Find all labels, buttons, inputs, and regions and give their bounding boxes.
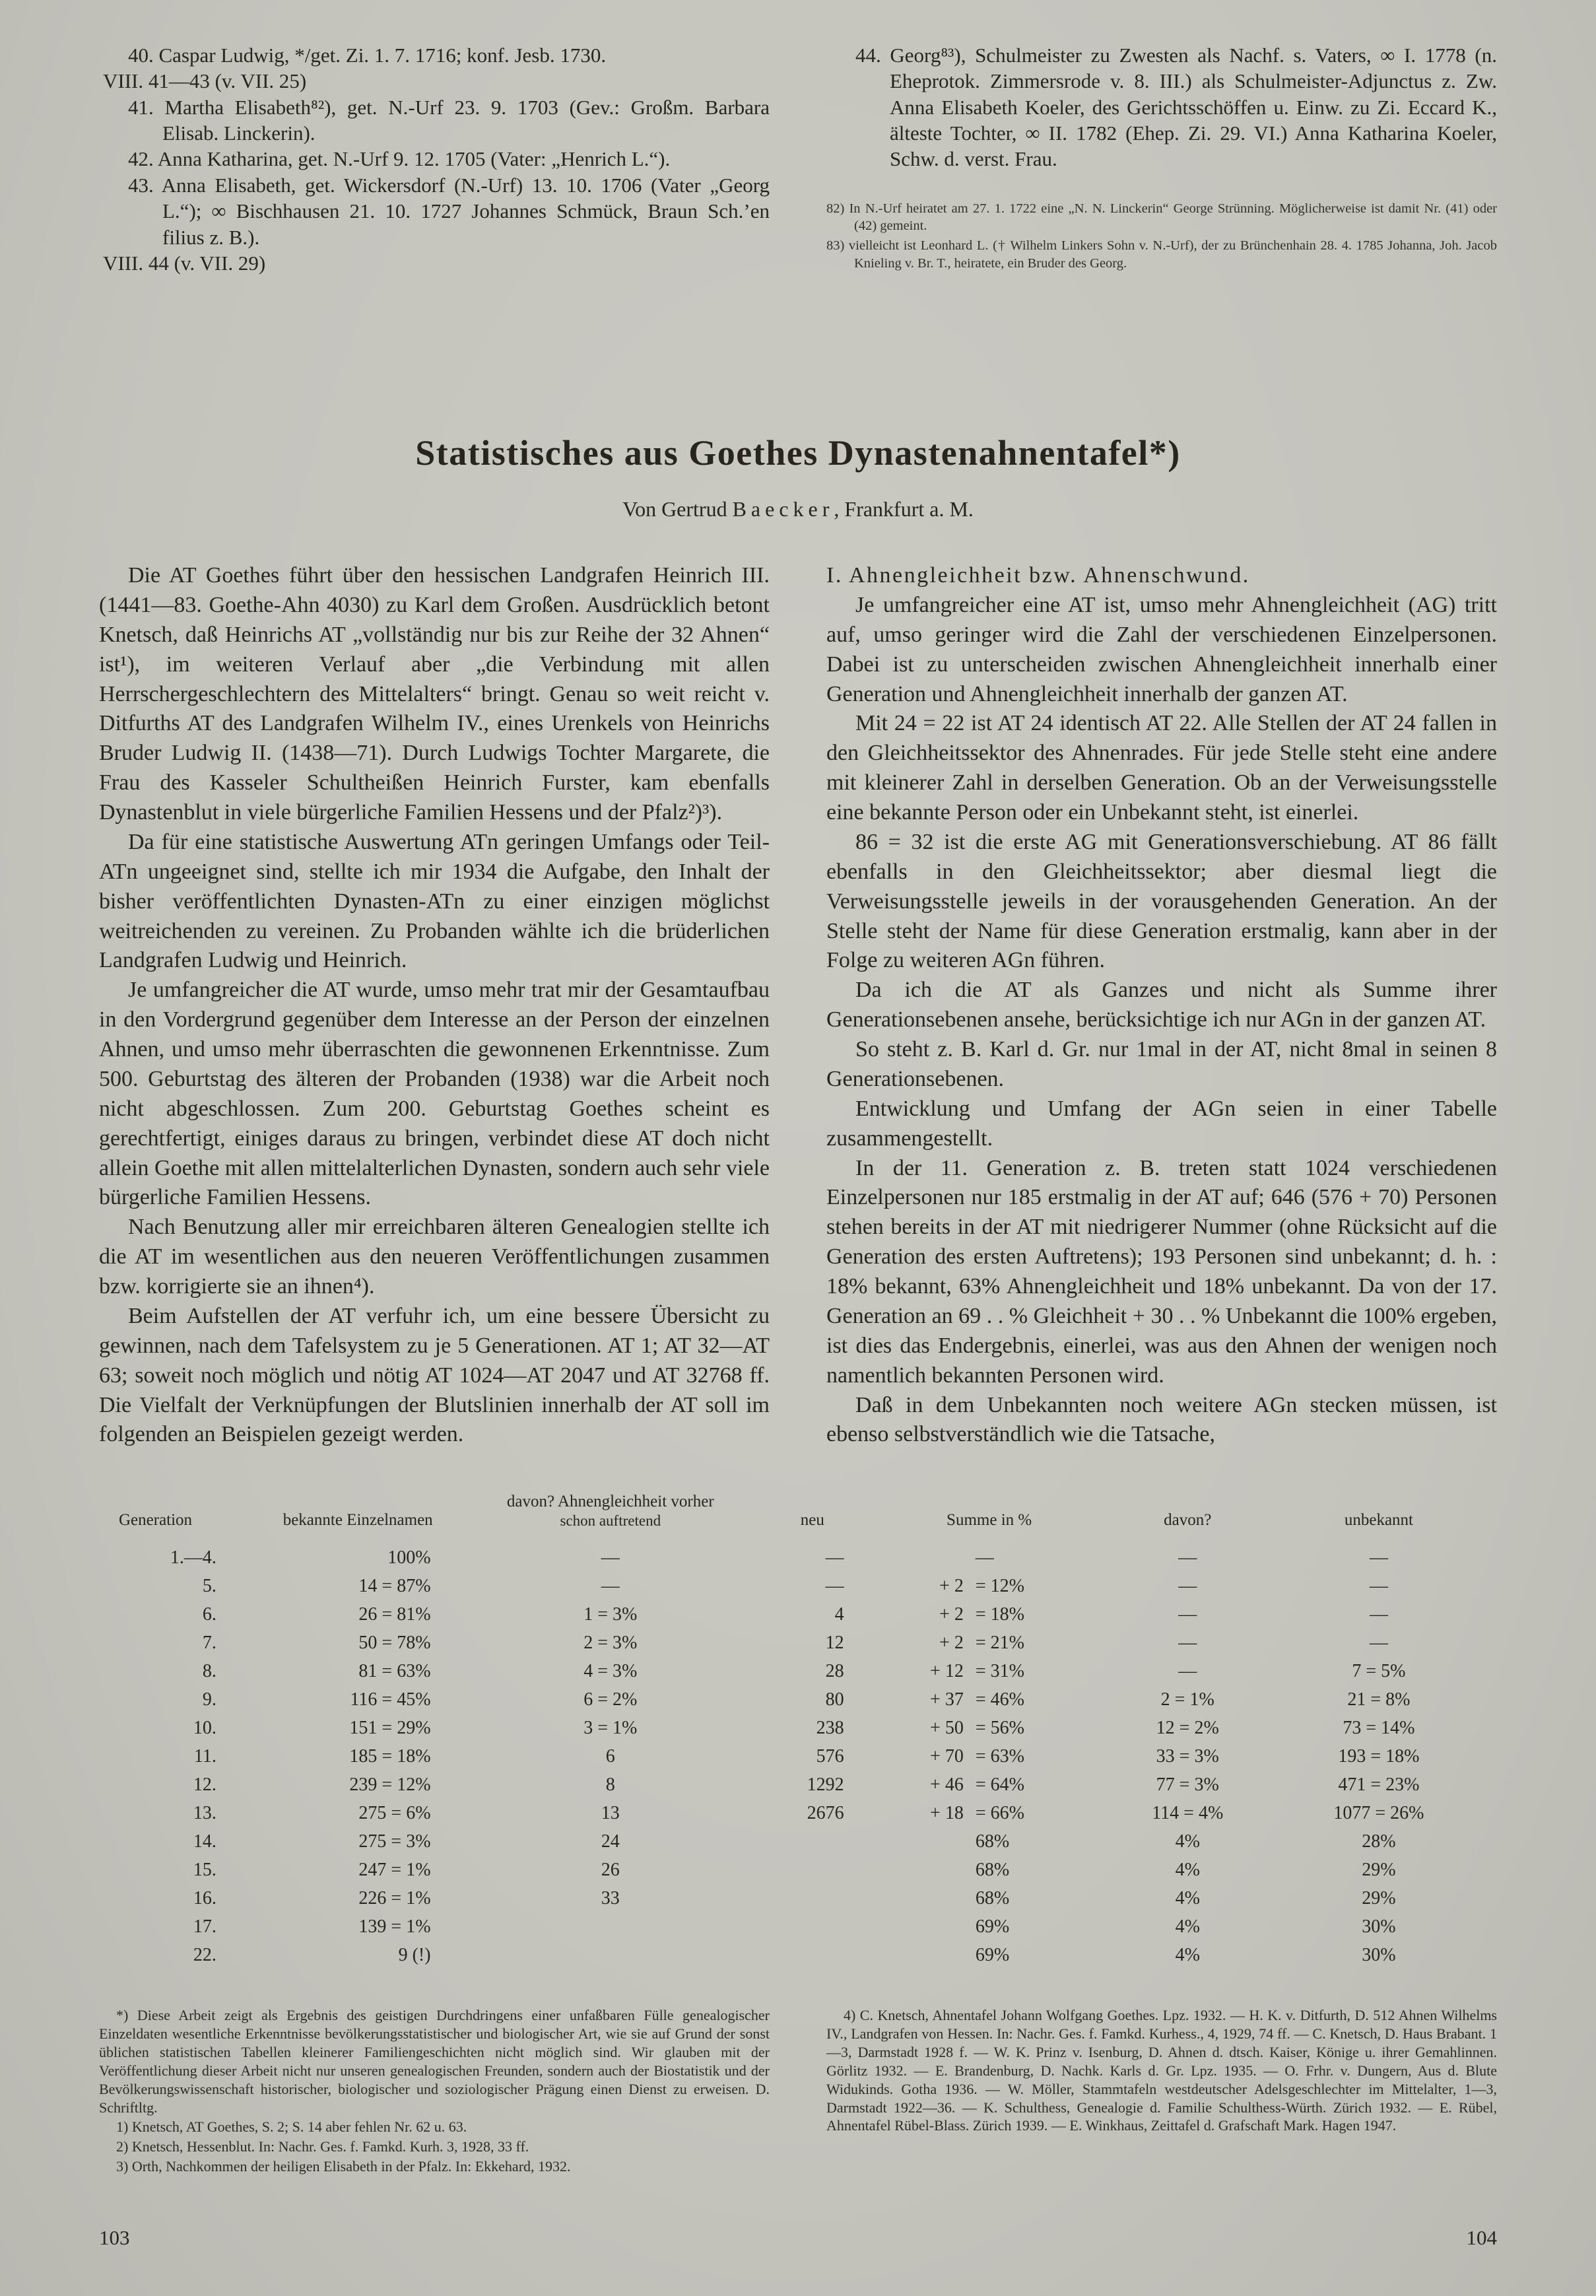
- table-cell: = 46%: [975, 1689, 1024, 1710]
- table-cell: 8: [605, 1774, 615, 1795]
- table-cell: + 37: [930, 1689, 964, 1710]
- table-row: [116, 1742, 1480, 1771]
- table-row: [116, 1941, 1480, 1969]
- table-cell: 139 = 1%: [358, 1916, 431, 1937]
- genealogy-entry: VIII. 41—43 (v. VII. 25): [103, 69, 307, 93]
- footnote: 2) Knetsch, Hessenblut. In: Nachr. Ges. f. Famkd. Kurh. 3, 1928, 33 ff.: [116, 2138, 529, 2155]
- table-cell: 238: [816, 1717, 844, 1738]
- body-paragraph: Da ich die AT als Ganzes und nicht als Summe ihrer Generationsebenen ansehe, berücksichtige ich nur AGn in der ganzen AT.: [826, 978, 1497, 1032]
- table-cell: —: [1369, 1575, 1388, 1596]
- table-cell: 576: [816, 1745, 844, 1767]
- table-cell: —: [1178, 1575, 1197, 1596]
- body-paragraph: So steht z. B. Karl d. Gr. nur 1mal in der AT, nicht 8mal in seinen 8 Generationsebenen.: [826, 1037, 1497, 1091]
- table-row: [116, 1572, 1480, 1600]
- table-cell: 100%: [387, 1547, 431, 1568]
- footnote: 1) Knetsch, AT Goethes, S. 2; S. 14 aber fehlen Nr. 62 u. 63.: [116, 2118, 467, 2136]
- table-row: [116, 1827, 1480, 1856]
- table-cell: 33: [601, 1887, 620, 1908]
- body-paragraph: Je umfangreicher die AT wurde, umso mehr trat mir der Gesamtaufbau in den Vordergrund gegenüber dem Interesse an der Person der einzelnen Ahnen, und umso mehr überraschten die gewonnenen Erkenntnisse. Zum 500. Geburtstag des älteren der Probanden (1938) war die Arbeit noch nicht abgeschlossen. Zum 200. Geburtstag Goethes scheint es gerechtfertigt, einiges daraus zu bringen, verbindet diese AT doch nicht allein Goethe mit allen mittelalterlichen Dynasten, sondern auch sehr viele bürgerliche Familien Hessens.: [99, 978, 770, 1210]
- table-cell: 12 = 2%: [1156, 1717, 1219, 1738]
- footnote: 4) C. Knetsch, Ahnentafel Johann Wolfgang Goethes. Lpz. 1932. — H. K. v. Ditfurth, D. 512 Ahnen Wilhelms IV., Landgrafen von Hessen. In: Nachr. Ges. f. Famkd. Kurhess., 4, 1929, 74 ff. — C. Knetsch, D. Haus Brabant. 1—3, Darmstadt 1928 f. — W. K. Prinz v. Isenburg, D. Ahnen d. dtsch. Kaiser, Könige u. ihrer Gemahlinnen. Görlitz 1932. — E. Brandenburg, D. Nachk. Karls d. Gr. Lpz. 1935. — O. Frhr. v. Dungern, Aus d. Blute Widukinds. Gotha 1936. — W. Möller, Stammtafeln westdeutscher Adelsgeschlechter im Mittelalter, 1—3, Darmstadt 1922—36. — K. Schulthess, Genealogie d. Familie Schulthess-Würth. Zürich 1932. — E. Rübel, Ahnentafel Rübel-Blass. Zürich 1939. — E. Winkhaus, Zeittafel d. Grafschaft Mark. Hagen 1947.: [826, 2006, 1497, 2134]
- body-paragraph: Daß in dem Unbekannten noch weitere AGn stecken müssen, ist ebenso selbstverständlich wie die Tatsache,: [826, 1392, 1497, 1447]
- table-cell: 12: [825, 1632, 844, 1653]
- footnotes-section: [99, 2006, 1497, 2177]
- table-cell: 5.: [202, 1575, 216, 1596]
- table-cell: [881, 1884, 968, 1912]
- genealogy-entry: 41. Martha Elisabeth⁸²), get. N.-Urf 23. 9. 1703 (Gev.: Großm. Barbara Elisab. Linckerin).: [128, 95, 770, 145]
- table-cell: 69%: [975, 1944, 1010, 1965]
- table-cell: 2676: [807, 1802, 844, 1823]
- table-cell: 68%: [975, 1831, 1010, 1852]
- table-row: [116, 1884, 1480, 1912]
- table-cell: 68%: [975, 1887, 1010, 1908]
- table-cell: 239 = 12%: [349, 1774, 431, 1795]
- table-row: [116, 1600, 1480, 1629]
- table-cell: 151 = 29%: [349, 1717, 431, 1738]
- table-cell: 114 = 4%: [1152, 1802, 1224, 1823]
- body-paragraph: Je umfangreicher eine AT ist, umso mehr Ahnengleichheit (AG) tritt auf, umso geringer wird die Zahl der verschiedenen Einzelpersonen. Dabei ist zu unterscheiden zwischen Ahnengleichheit innerhalb einer Generation und Ahnengleichheit innerhalb der ganzen AT.: [826, 592, 1497, 706]
- table-cell: 14.: [193, 1831, 216, 1852]
- article-title: Statistisches aus Goethes Dynastenahnentafel*): [415, 433, 1181, 473]
- table-cell: [881, 1912, 968, 1941]
- table-cell: 73 = 14%: [1343, 1717, 1415, 1738]
- table-cell: + 2: [939, 1632, 964, 1653]
- table-cell: 29%: [1362, 1887, 1396, 1908]
- table-cell: + 50: [930, 1717, 964, 1738]
- table-cell: —: [601, 1575, 620, 1596]
- table-cell: —: [825, 1575, 844, 1596]
- table-cell: [744, 1941, 881, 1969]
- prelude-footnote: 83) vielleicht ist Leonhard L. († Wilhelm Linkers Sohn v. N.-Urf), der zu Brünchenhain 28. 4. 1785 Johanna, Joh. Jacob Knieling v. Br. T., heiratete, ein Bruder des Georg.: [826, 238, 1497, 271]
- table-cell: 10.: [193, 1717, 216, 1738]
- table-cell: 68%: [975, 1859, 1010, 1880]
- body-column-left: [99, 561, 770, 1450]
- table-cell: = 63%: [975, 1745, 1024, 1767]
- table-cell: = 56%: [975, 1717, 1024, 1738]
- table-cell: 33 = 3%: [1156, 1745, 1219, 1767]
- body-paragraph: Die AT Goethes führt über den hessischen Landgrafen Heinrich III. (1441—83. Goethe-Ahn 4030) zu Karl dem Großen. Ausdrücklich betont Knetsch, daß Heinrichs AT „vollständig nur bis zur Reihe der 32 Ahnen“ ist¹), im weiteren Verlauf aber „die Verbindung mit allen Herrschergeschlechtern des Mittelalters“ bringt. Genau so weit reicht v. Ditfurths AT des Landgrafen Wilhelm IV., eines Urenkels von Heinrichs Bruder Ludwig II. (1438—71). Durch Ludwigs Tochter Margarete, die Frau des Kasseler Schultheißen Heinrich Furster, kam ebenfalls Dynastenblut in viele bürgerliche Familien Hessens und der Pfalz²)³).: [99, 563, 770, 825]
- table-cell: 26 = 81%: [358, 1604, 431, 1625]
- table-cell: 1077 = 26%: [1333, 1802, 1424, 1823]
- prelude-footnote: 82) In N.-Urf heiratet am 27. 1. 1722 eine „N. N. Linckerin“ George Strünning. Möglicherweise ist damit Nr. (41) oder (42) gemeint.: [826, 201, 1497, 234]
- table-row: [116, 1912, 1480, 1941]
- stat-table-body: [116, 1543, 1480, 1969]
- table-cell: 28: [825, 1660, 844, 1681]
- table-cell: 7.: [202, 1632, 216, 1653]
- table-cell: 13.: [193, 1802, 216, 1823]
- footnote: 3) Orth, Nachkommen der heiligen Elisabeth in der Pfalz. In: Ekkehard, 1932.: [116, 2158, 571, 2175]
- table-cell: 247 = 1%: [358, 1859, 431, 1880]
- table-cell: 69%: [975, 1916, 1010, 1937]
- table-row: [116, 1799, 1480, 1827]
- table-cell: 275 = 3%: [358, 1831, 431, 1852]
- table-header-row: [116, 1492, 1480, 1543]
- table-cell: [881, 1827, 968, 1856]
- table-cell: 15.: [193, 1859, 216, 1880]
- prelude-footnotes: [826, 200, 1497, 273]
- table-cell: + 12: [930, 1660, 964, 1681]
- table-cell: 50 = 78%: [358, 1632, 431, 1653]
- table-cell: 193 = 18%: [1338, 1745, 1420, 1767]
- body-paragraph: Mit 24 = 22 ist AT 24 identisch AT 22. Alle Stellen der AT 24 fallen in den Gleichheitssektor des Ahnenrades. Für jede Stelle steht eine andere mit kleinerer Zahl in derselben Generation. Ob an der Verweisungsstelle eine bekannte Person oder ein Unbekannt steht, ist einerlei.: [826, 711, 1497, 825]
- table-cell: 22.: [193, 1944, 216, 1965]
- table-cell: 77 = 3%: [1156, 1774, 1219, 1795]
- table-cell: 8.: [202, 1660, 216, 1681]
- table-cell: 21 = 8%: [1347, 1689, 1411, 1710]
- table-cell: = 12%: [975, 1575, 1024, 1596]
- table-cell: [477, 1941, 744, 1969]
- table-cell: 185 = 18%: [349, 1745, 431, 1767]
- table-row: [116, 1629, 1480, 1657]
- page-number-right: 104: [1466, 2226, 1497, 2249]
- table-header-cell: Summe in %: [947, 1510, 1032, 1529]
- table-header-line: schon auftretend: [560, 1512, 661, 1530]
- table-cell: [881, 1856, 968, 1884]
- genealogy-entry: 44. Georg⁸³), Schulmeister zu Zwesten als Nachf. s. Vaters, ∞ I. 1778 (n. Eheprotok. Zimmersrode v. 8. III.) als Schulmeister-Adjunctus z. Zw. Anna Elisabeth Koeler, des Gerichtsschöffen u. Einw. zu Zi. Eccard K., älteste Tochter, ∞ II. 1782 (Ehep. Zi. 29. VI.) Anna Katharina Koeler, Schw. d. verst. Frau.: [855, 44, 1497, 171]
- table-cell: 4%: [1175, 1831, 1200, 1852]
- table-cell: 3 = 1%: [583, 1717, 638, 1738]
- table-cell: 26: [601, 1859, 620, 1880]
- table-cell: 4 = 3%: [583, 1660, 638, 1681]
- table-cell: 6: [605, 1745, 615, 1767]
- table-cell: 116 = 45%: [350, 1689, 431, 1710]
- table-header-cell: neu: [800, 1510, 824, 1529]
- table-cell: —: [825, 1547, 844, 1568]
- genealogy-column-left: [99, 42, 770, 402]
- body-paragraph: Da für eine statistische Auswertung ATn geringen Umfangs oder Teil-ATn ungeeignet sind, stellte ich mir 1934 die Aufgabe, den Inhalt der bisher veröffentlichten Dynasten-ATn zu einer einzigen möglichst weitreichenden zu vereinen. Zu Probanden wählte ich die brüderlichen Landgrafen Ludwig und Heinrich.: [99, 829, 770, 973]
- table-header-line: davon? Ahnengleichheit vorher: [506, 1493, 714, 1511]
- table-cell: [744, 1912, 881, 1941]
- table-cell: 9 (!): [398, 1944, 431, 1965]
- table-cell: [881, 1543, 968, 1572]
- body-paragraph: Nach Benutzung aller mir erreichbaren älteren Genealogien stellte ich die AT im wesentlichen aus den neueren Veröffentlichungen zusammen bzw. korrigierte sie an ihnen⁴).: [99, 1215, 770, 1299]
- table-header-cell: unbekannt: [1344, 1510, 1413, 1529]
- table-cell: = 31%: [975, 1660, 1024, 1681]
- table-cell: [477, 1912, 744, 1941]
- byline-suffix: , Frankfurt a. M.: [834, 497, 974, 521]
- table-cell: = 18%: [975, 1604, 1024, 1625]
- table-cell: 6.: [202, 1604, 216, 1625]
- table-cell: + 70: [930, 1745, 964, 1767]
- section-heading: I. Ahnengleichheit bzw. Ahnenschwund.: [826, 563, 1250, 588]
- table-row: [116, 1685, 1480, 1714]
- table-cell: 471 = 23%: [1338, 1774, 1420, 1795]
- table-cell: = 64%: [975, 1774, 1024, 1795]
- byline-prefix: Von Gertrud: [622, 497, 727, 521]
- table-cell: —: [975, 1547, 994, 1568]
- table-cell: 2 = 3%: [583, 1632, 638, 1653]
- table-header-cell: Generation: [119, 1510, 193, 1529]
- table-cell: 1.—4.: [170, 1547, 216, 1568]
- genealogy-entry: VIII. 44 (v. VII. 29): [103, 251, 266, 275]
- table-cell: = 66%: [975, 1802, 1024, 1823]
- table-cell: 1292: [807, 1774, 844, 1795]
- table-cell: 9.: [202, 1689, 216, 1710]
- table-cell: 4%: [1175, 1944, 1200, 1965]
- table-cell: [744, 1856, 881, 1884]
- table-cell: 275 = 6%: [358, 1802, 431, 1823]
- genealogy-entry: 43. Anna Elisabeth, get. Wickersdorf (N.-Urf) 13. 10. 1706 (Vater „Georg L.“); ∞ Bischhausen 21. 10. 1727 Johannes Schmück, Braun Sch.’en filius z. B.).: [128, 173, 770, 249]
- table-cell: 12.: [193, 1774, 216, 1795]
- footnote-column-right: [826, 2006, 1497, 2177]
- table-cell: = 21%: [975, 1632, 1024, 1653]
- table-row: [116, 1657, 1480, 1685]
- table-cell: 16.: [193, 1887, 216, 1908]
- table-cell: 2 = 1%: [1160, 1689, 1214, 1710]
- table-row: [116, 1771, 1480, 1799]
- table-cell: 7 = 5%: [1352, 1660, 1406, 1681]
- table-row: [116, 1856, 1480, 1884]
- table-cell: [881, 1941, 968, 1969]
- table-header-cell: [477, 1492, 744, 1543]
- body-paragraph: In der 11. Generation z. B. treten statt 1024 verschiedenen Einzelpersonen nur 185 erstmalig in der AT auf; 646 (576 + 70) Personen stehen bereits in der AT mit niedrigerer Nummer (ohne Rücksicht auf die Generation des ersten Auftretens); 193 Personen sind unbekannt; d. h. : 18% bekannt, 63% Ahnengleichheit und 18% unbekannt. Da von der 17. Generation an 69 . . % Gleichheit + 30 . . % Unbekannt die 100% ergeben, ist dies das Endergebnis, einerlei, was aus den Ahnen der wenigen noch namentlich bekannten Personen wird.: [826, 1155, 1497, 1388]
- table-cell: [744, 1884, 881, 1912]
- table-cell: + 18: [930, 1802, 964, 1823]
- prelude-section: [99, 42, 1497, 402]
- table-cell: 13: [601, 1802, 620, 1823]
- table-cell: —: [1369, 1632, 1388, 1653]
- table-header-cell: bekannte Einzelnamen: [283, 1510, 433, 1529]
- article-byline: [99, 497, 1497, 522]
- page-number-left: 103: [99, 2226, 130, 2249]
- table-cell: —: [1178, 1547, 1197, 1568]
- table-cell: 4%: [1175, 1916, 1200, 1937]
- table-row: [116, 1543, 1480, 1572]
- genealogy-entry: 40. Caspar Ludwig, */get. Zi. 1. 7. 1716; konf. Jesb. 1730.: [128, 44, 607, 67]
- author-name: Baecker: [732, 497, 834, 521]
- table-cell: 4%: [1175, 1859, 1200, 1880]
- table-cell: 17.: [193, 1916, 216, 1937]
- footnote: *) Diese Arbeit zeigt als Ergebnis des geistigen Durchdringens einer unfaßbaren Fülle genealogischer Einzeldaten wesentliche Erkenntnisse bevölkerungsstatistischer und biologischer Art, wie sie auf Grund der sonst üblichen statistischen Tabellen kleinerer Familiengeschichten nicht möglich sind. Wir glauben mit der Veröffentlichung dieser Arbeit nicht nur unseren genealogischen Freunden, sondern auch der Biostatistik und der Bevölkerungswissenschaft historischer, biologischer und soziologischer Prägung einen Dienst zu erweisen. D. Schriftltg.: [99, 2006, 770, 2116]
- body-paragraph: Entwicklung und Umfang der AGn seien in einer Tabelle zusammengestellt.: [826, 1096, 1497, 1151]
- page-numbers: [99, 2226, 1497, 2250]
- table-cell: 6 = 2%: [583, 1689, 638, 1710]
- genealogy-entry: 42. Anna Katharina, get. N.-Urf 9. 12. 1705 (Vater: „Henrich L.“).: [128, 147, 671, 171]
- table-cell: 14 = 87%: [358, 1575, 431, 1596]
- table-cell: 226 = 1%: [358, 1887, 431, 1908]
- table-cell: —: [1369, 1547, 1388, 1568]
- table-cell: + 2: [939, 1575, 964, 1596]
- table-cell: 28%: [1362, 1831, 1396, 1852]
- article-body: [99, 561, 1497, 1450]
- table-cell: + 2: [939, 1604, 964, 1625]
- statistics-table: [116, 1492, 1480, 1969]
- table-cell: —: [601, 1547, 620, 1568]
- table-header-cell: davon?: [1164, 1510, 1212, 1529]
- body-paragraph: 86 = 32 ist die erste AG mit Generationsverschiebung. AT 86 fällt ebenfalls in den Gleichheitssektor; aber diesmal liegt die Verweisungsstelle jeweils in der vorausgehenden Generation. An der Stelle steht der Name für diese Generation erstmalig, kann aber in der Folge zu weiteren AGn führen.: [826, 829, 1497, 973]
- table-cell: —: [1178, 1604, 1197, 1625]
- table-cell: [744, 1827, 881, 1856]
- table-cell: 24: [601, 1831, 620, 1852]
- table-cell: 4: [834, 1604, 844, 1625]
- table-cell: 80: [825, 1689, 844, 1710]
- table-cell: 30%: [1362, 1916, 1396, 1937]
- table-cell: —: [1178, 1660, 1197, 1681]
- table-cell: —: [1178, 1632, 1197, 1653]
- table-cell: 1 = 3%: [583, 1604, 638, 1625]
- statistics-table-wrapper: [99, 1492, 1497, 1969]
- table-cell: 29%: [1362, 1859, 1396, 1880]
- table-cell: 4%: [1175, 1887, 1200, 1908]
- footnote-column-left: [99, 2006, 770, 2177]
- body-column-right: [826, 561, 1497, 1450]
- genealogy-column-right: [826, 42, 1497, 402]
- table-cell: 81 = 63%: [358, 1660, 431, 1681]
- table-cell: —: [1369, 1604, 1388, 1625]
- table-cell: 11.: [193, 1745, 216, 1767]
- body-paragraph: Beim Aufstellen der AT verfuhr ich, um eine bessere Übersicht zu gewinnen, nach dem Tafelsystem zu je 5 Generationen. AT 1; AT 32—AT 63; soweit noch möglich und nötig AT 1024—AT 2047 und AT 32768 ff. Die Vielfalt der Verknüpfungen der Blutslinien innerhalb der AT soll im folgenden an Beispielen gezeigt werden.: [99, 1303, 770, 1447]
- table-row: [116, 1714, 1480, 1742]
- table-cell: + 46: [930, 1774, 964, 1795]
- table-cell: 30%: [1362, 1944, 1396, 1965]
